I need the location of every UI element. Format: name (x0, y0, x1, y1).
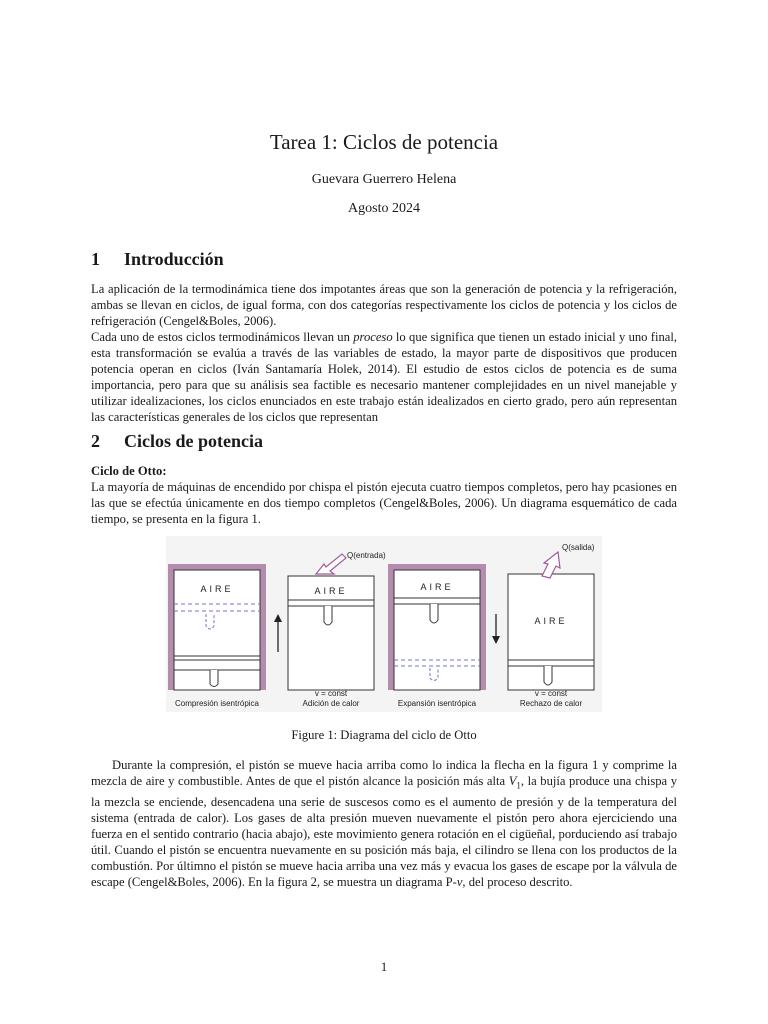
otto-subheading: Ciclo de Otto: (91, 464, 167, 478)
panel-caption: Expansión isentrópica (397, 699, 477, 708)
intro-paragraph-1: La aplicación de la termodinámica tiene dos impotantes áreas que son la generación de potencia y la refrigeración, ambas se llevan en ciclos, de igual forma, con dos categorías respectivamente los ciclos de potencia y los ciclos de refrigeración (Cengel&Boles, 2006). (91, 282, 677, 328)
intro-text: Cada uno de estos ciclos termodinámicos llevan un (91, 330, 354, 344)
cylinder-wall (480, 564, 486, 690)
cylinder-head (168, 564, 266, 570)
variable-v: v (456, 874, 463, 889)
chamber-label: AIRE (314, 586, 348, 596)
down-arrow-head (492, 636, 500, 644)
panel-expansion (388, 564, 500, 708)
panel-caption: v = const (534, 689, 568, 698)
paper-date: Agosto 2024 (348, 201, 420, 216)
paper-author: Guevara Guerrero Helena (311, 172, 457, 187)
heat-in-arrow-icon (316, 554, 346, 574)
intro-body (91, 281, 677, 425)
panel-caption: Adición de calor (302, 699, 360, 708)
cylinder-wall (168, 564, 174, 690)
intro-emphasis: proceso (353, 330, 393, 344)
cylinder-wall (388, 564, 394, 690)
chamber-label: AIRE (420, 582, 454, 592)
connecting-rod (430, 604, 438, 623)
otto-body (91, 757, 677, 890)
section-title: Ciclos de potencia (124, 431, 263, 451)
panel-caption: Rechazo de calor (519, 699, 583, 708)
cylinder-head (388, 564, 486, 570)
otto-cycle-diagram (166, 536, 602, 712)
variable-subscript: 1 (516, 780, 521, 791)
panel-caption: v = const (314, 689, 348, 698)
section-heading-introduccion (91, 249, 224, 270)
figure-caption: Figure 1: Diagrama del ciclo de Otto (291, 728, 477, 742)
otto-text: Durante la compresión, el pistón se mueve hacia arriba como lo indica la flecha en la figura 1 y comprime la mezcla de aire y combustible. Antes de que el pistón alcance la posición más alta (91, 758, 677, 788)
otto-paragraph-1: La mayoría de máquinas de encendido por chispa el pistón ejecuta cuatro tiempos completos, pero hay pcasiones en las que se efectúa únicamente en dos tiempo completos (Cengel&Boles, 2006). Un diagrama esquemático de cada tiempo, se presenta en la figura 1. (91, 480, 677, 526)
connecting-rod (324, 606, 332, 625)
section-number: 1 (91, 249, 100, 269)
heat-out-label: Q(salida) (562, 543, 595, 552)
panel-compression (168, 564, 282, 708)
panel-heat-addition (288, 551, 386, 708)
section-heading-ciclos (91, 431, 263, 452)
intro-paragraph-2 (91, 329, 677, 425)
otto-cycle-figure (166, 536, 602, 712)
piston (174, 656, 260, 670)
variable-symbol: V (508, 774, 517, 788)
otto-paragraph-2 (91, 757, 677, 890)
chamber-label: AIRE (200, 584, 234, 594)
panel-heat-rejection (508, 543, 595, 708)
otto-intro (91, 463, 677, 527)
page-number: 1 (380, 960, 388, 974)
connecting-rod (210, 670, 218, 687)
panel-caption: Compresión isentrópica (174, 699, 260, 708)
up-arrow-head (274, 614, 282, 622)
heat-in-label: Q(entrada) (347, 551, 386, 560)
section-title: Introducción (124, 249, 224, 269)
paper-title: Tarea 1: Ciclos de potencia (269, 130, 499, 154)
cylinder-wall (260, 564, 266, 690)
connecting-rod (544, 666, 552, 685)
otto-text: , la bujía produce una chispa y la mezcla se enciende, desencadena una serie de suscesos como es el aumento de presión y de la temperatura del sistema (entrada de calor). Los gases de alta presión mueven nuevamente el pistón pero ahora ejerciciendo una fuerza en el sentido contrario (hacia abajo), este movimiento genera rotación en el cigüeñal, porduciendo así trabajo útil. Cuando el pistón se encuentra nuevamente en su posición más baja, el cilindro se llena con los productos de la combustión. Por últimno el pistón se mueve hacia arriba una vez más y evacua los gases de escape por la válvula de escape (Cengel&Boles, 2006). En la figura 2, se muestra un diagrama P- (91, 774, 677, 889)
otto-text: , del proceso descrito. (462, 874, 573, 889)
chamber-label: AIRE (534, 616, 568, 626)
section-number: 2 (91, 431, 100, 451)
intro-text: lo que significa que tienen un estado inicial y uno final, esta transformación se evalúa a través de las variables de estado, la mayor parte de dispositivos que producen potencia operan en ciclos (Iván Santamaría Holek, 2014). El estudio de estos ciclos de potencia es de suma importancia, pero para que su análisis sea factible es necesario mantener complejidades en un nivel manejable y utilizar idealizaciones, los ciclos enunciados en este trabajo están idealizados en cierto grado, pero aún representan las características generales de los ciclos que representan (91, 330, 677, 424)
